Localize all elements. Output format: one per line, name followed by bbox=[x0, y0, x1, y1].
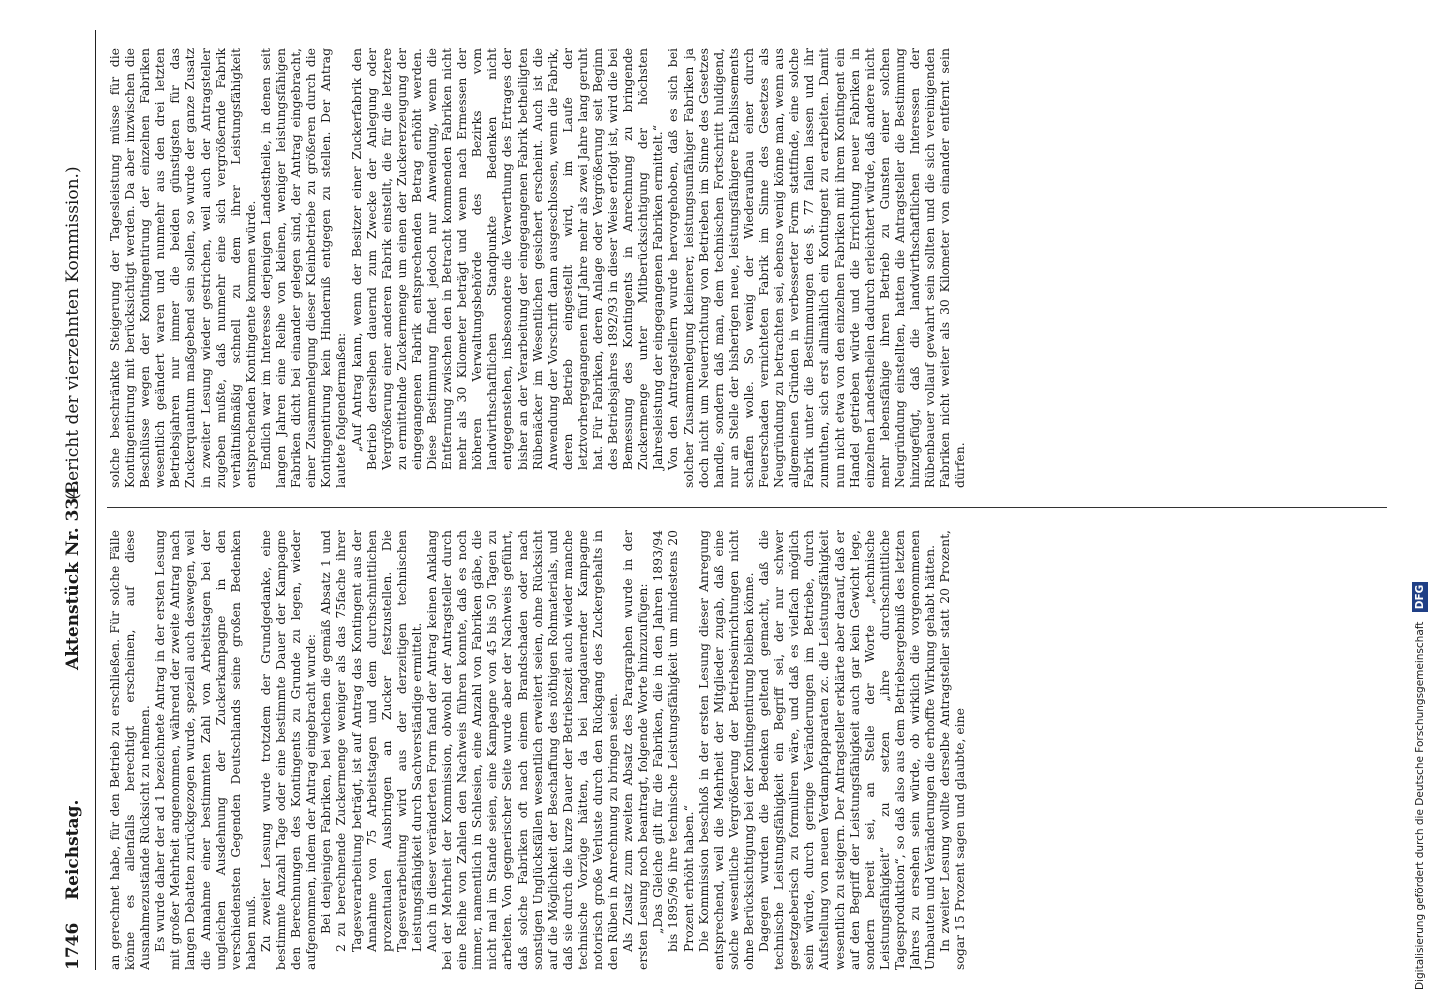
paragraph: an gerechnet habe, für den Betrieb zu erschließen. Für solche Fälle könne es allenfalls berechtigt erscheinen, auf diese Ausnahmezustände Rücksicht zu nehmen. bbox=[107, 530, 153, 970]
column-divider bbox=[107, 507, 1387, 508]
page-header bbox=[55, 30, 95, 970]
paragraph: Dagegen wurden die Bedenken geltend gemacht, daß die technische Leistungsfähigkeit ein Begriff sei, der nur schwer gesetzgeberisch zu formuliren wäre, und daß es vielfach möglich sein würde, durch geringe Veränderungen im Betriebe, durch Aufstellung von neuen Verdampfapparaten zc. die Leistungsfähigkeit wesentlich zu steigern. Der Antragsteller erklärte aber darauf, daß er auf den Begriff der Leistungsfähigkeit auch gar kein Gewicht lege, sondern bereit sei, an Stelle der Worte „technische Leistungsfähigkeit“ zu setzen „ihre durchschnittliche Tagesproduktion“, so daß also aus dem Betriebsergebniß des letzten Jahres zu ersehen sein würde, ob wirklich die vorgenommenen Umbauten und Veränderungen die erhoffte Wirkung gehabt hätten. bbox=[756, 530, 938, 970]
paragraph: Zu zweiter Lesung wurde trotzdem der Grundgedanke, eine bestimmte Anzahl Tage oder eine bestimmte Dauer der Kampagne den Berechnungen des Kontingents zu Grunde zu legen, wieder aufgenommen, indem der Antrag eingebracht wurde: bbox=[257, 530, 319, 970]
quoted-paragraph: „Das Gleiche gilt für die Fabriken, die in den Jahren 1893/94 bis 1895/96 ihre technische Leistungsfähigkeit um mindestens 20 Prozent erhöht haben.“ bbox=[650, 530, 696, 952]
quoted-paragraph: Bei denjenigen Fabriken, bei welchen die gemäß Absatz 1 und 2 zu berechnende Zuckermenge weniger als das 75fache ihrer Tagesverarbeitung beträgt, ist auf Antrag das Kontingent aus der Annahme von 75 Arbeitstagen und dem durchschnittlichen prozentualen Ausbringen an Zucker festzustellen. Die Tagesverarbeitung wird aus der derzeitigen technischen Leistungsfähigkeit durch Sachverständige ermittelt. bbox=[318, 530, 424, 952]
text-column-right bbox=[107, 48, 1397, 488]
section-title: (Bericht der vierzehnten Kommission.) bbox=[63, 166, 83, 500]
text-column-left bbox=[107, 530, 1397, 970]
paragraph: Es wurde daher der ad 1 bezeichnete Antrag in der ersten Lesung mit großer Mehrheit angenommen, während der zweite Antrag nach langen Debatten zurückgezogen wurde, speziell auch deswegen, weil die Annahme einer bestimmten Zahl von Arbeitstagen bei der ungleichen Ausdehnung der Zuckerkampagne in den verschiedensten Gegenden Deutschlands seine großen Bedenken haben muß. bbox=[152, 530, 258, 970]
header-rule bbox=[95, 30, 96, 970]
digitization-credit-strip bbox=[1412, 10, 1428, 990]
paragraph: Auch in dieser veränderten Form fand der Antrag keinen Anklang bei der Mehrheit der Kommission, obwohl der Antragsteller durch eine Reihe von Zahlen den Nachweis führen konnte, daß es noch immer, namentlich in Schlesien, eine Anzahl von Fabriken gäbe, die nicht mal im Stande seien, eine Kampagne von 45 bis 50 Tagen zu arbeiten. Von gegnerischer Seite wurde aber der Nachweis geführt, daß solche Fabriken oft nach einem Brandschaden oder nach sonstigen Unglücksfällen wesentlich erweitert seien, ohne Rücksicht auf die Möglichkeit der Beschaffung des nöthigen Rohmaterials, und daß sie durch die kurze Dauer der Betriebszeit auch wieder manche technische Vorzüge hätten, da bei langdauernder Kampagne notorisch große Verluste durch den Rückgang des Zuckergehalts in den Rüben in Anrechnung zu bringen seien. bbox=[423, 530, 621, 970]
paragraph: Endlich war im Interesse derjenigen Landestheile, in denen seit langen Jahren eine Reihe von kleinen, weniger leistungsfähigen Fabriken dicht bei einander gelegen sind, der Antrag eingebracht, einer Zusammenlegung dieser Kleinbetriebe zu größeren durch die Kontingentirung kein Hinderniß entgegen zu stellen. Der Antrag lautete folgendermaßen: bbox=[257, 48, 349, 488]
paragraph: solche beschränkte Steigerung der Tagesleistung müsse für die Kontingentirung mit berücksichtigt werden. Da aber inzwischen die Beschlüsse wegen der Kontingentirung der einzelnen Fabriken wesentlich geändert waren und nunmehr aus den drei letzten Betriebsjahren nur immer die beiden günstigsten für das Zuckerquantum maßgebend sein sollen, so wurde der ganze Zusatz in zweiter Lesung wieder gestrichen, weil auch der Antragsteller zugeben mußte, daß nunmehr eine sich vergrößernde Fabrik verhältnißmäßig schnell zu dem ihrer Leistungsfähigkeit entsprechenden Kontingente kommen würde. bbox=[107, 48, 258, 488]
running-title: Reichstag. bbox=[63, 799, 83, 900]
page-sheet bbox=[55, 30, 1405, 970]
paragraph: Die Kommission beschloß in der ersten Lesung dieser Anregung entsprechend, weil die Mehrheit der Mitglieder zugab, daß eine solche wesentliche Vergrößerung der Betriebseinrichtungen nicht ohne Berücksichtigung bei der Kontingentirung bleiben könne. bbox=[695, 530, 756, 970]
rotated-page-area bbox=[55, 30, 1405, 970]
page-number: 1746 bbox=[63, 922, 83, 970]
aktenstueck-number: Aktenstück Nr. 334. bbox=[63, 479, 83, 670]
paragraph: Von den Antragstellern wurde hervorgehoben, daß es sich bei solcher Zusammenlegung kleinerer, leistungsunfähiger Fabriken ja doch nicht um Neuerrichtung von Betrieben im Sinne des Gesetzes handle, sondern daß man, dem technischen Fortschritt huldigend, nur an Stelle der bisherigen neue, leistungsfähigere Etablissements schaffen wolle. So wenig der Wiederaufbau einer durch Feuerschaden vernichteten Fabrik im Sinne des Gesetzes als Neugründung zu betrachten sei, ebenso wenig könne man, wenn aus allgemeinen Gründen in verbesserter Form stattfinde, eine solche Fabrik unter die Bestimmungen des §. 77 fallen lassen und ihr zumuthen, sich erst allmählich ein Kontingent zu erarbeiten. Damit nun nicht etwa von den einzelnen Fabriken mit ihrem Kontingent ein Handel getrieben würde und die Errichtung neuer Fabriken in einzelnen Landestheilen dadurch erleichtert würde, daß andere nicht mehr lebensfähige ihren Betrieb zu Gunsten einer solchen Neugründung einstellten, hatten die Antragsteller die Bestimmung hinzugefügt, daß die landwirthschaftlichen Interessen der Rübenbauer vollauf gewahrt sein sollten und die sich vereinigenden Fabriken nicht weiter als 30 Kilometer von einander entfernt sein dürfen. bbox=[665, 48, 968, 488]
dfg-logo-badge: DFG bbox=[1412, 582, 1428, 613]
paragraph: Als Zusatz zum zweiten Absatz des Paragraphen wurde in der ersten Lesung noch beantragt, folgende Worte hinzuzufügen: bbox=[620, 530, 651, 970]
digitization-credit: Digitalisierung gefördert durch die Deutsche Forschungsgemeinschaft bbox=[1414, 621, 1426, 990]
quoted-paragraph: „Auf Antrag kann, wenn der Besitzer einer Zuckerfabrik den Betrieb derselben dauernd zum Zwecke der Anlegung oder Vergrößerung einer anderen Fabrik einstellt, die für die letztere zu ermittelnde Zuckermenge um einen der Zuckererzeugung der eingegangenen Fabrik entsprechenden Betrag erhöht werden. Diese Bestimmung findet jedoch nur Anwendung, wenn die Entfernung zwischen den in Betracht kommenden Fabriken nicht mehr als 30 Kilometer beträgt und wenn nach Ermessen der höheren Verwaltungsbehörde des Bezirks vom landwirthschaftlichen Standpunkte Bedenken nicht entgegenstehen, insbesondere die Verwerthung des Ertrages der bisher an der Verarbeitung der eingegangenen Fabrik betheiligten Rübenäcker im Wesentlichen gesichert erscheint. Auch ist die Anwendung der Vorschrift dann ausgeschlossen, wenn die Fabrik, deren Betrieb eingestellt wird, im Laufe der letztvorhergegangenen fünf Jahre mehr als zwei Jahre lang geruht hat. Für Fabriken, deren Anlage oder Vergrößerung seit Beginn des Betriebsjahres 1892/93 in dieser Weise erfolgt ist, wird die bei Bemessung des Kontingents in Anrechnung zu bringende Zuckermenge unter Mitberücksichtigung der höchsten Jahresleistung der eingegangenen Fabriken ermittelt.“ bbox=[348, 48, 666, 470]
paragraph: In zweiter Lesung wollte derselbe Antragsteller statt 20 Prozent, sogar 15 Prozent sagen und glaubte, eine bbox=[937, 530, 968, 970]
